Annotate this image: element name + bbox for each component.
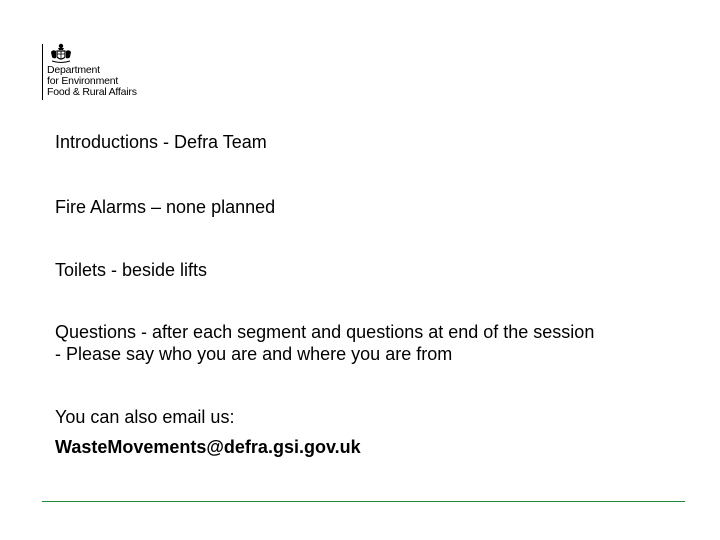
royal-coat-of-arms-icon	[49, 42, 73, 64]
logo-line-environment: for Environment	[47, 75, 119, 87]
agenda-toilets: Toilets - beside lifts	[55, 260, 208, 280]
email-address: WasteMovements@defra.gsi.gov.uk	[55, 437, 361, 457]
questions-line-2: - Please say who you are and where you are from	[55, 344, 453, 364]
agenda-fire-alarms: Fire Alarms – none planned	[55, 197, 276, 217]
defra-logo	[40, 40, 170, 100]
questions-line-1: Questions - after each segment and questions at end of the session	[55, 322, 595, 342]
agenda-introductions: Introductions - Defra Team	[55, 132, 267, 152]
logo-line-department: Department	[47, 64, 100, 76]
email-lead-text: You can also email us:	[55, 407, 235, 427]
logo-text	[47, 65, 137, 98]
footer-divider	[42, 501, 685, 502]
agenda-questions	[55, 321, 594, 365]
logo-divider	[42, 44, 43, 100]
logo-line-food-rural: Food & Rural Affairs	[47, 86, 137, 98]
